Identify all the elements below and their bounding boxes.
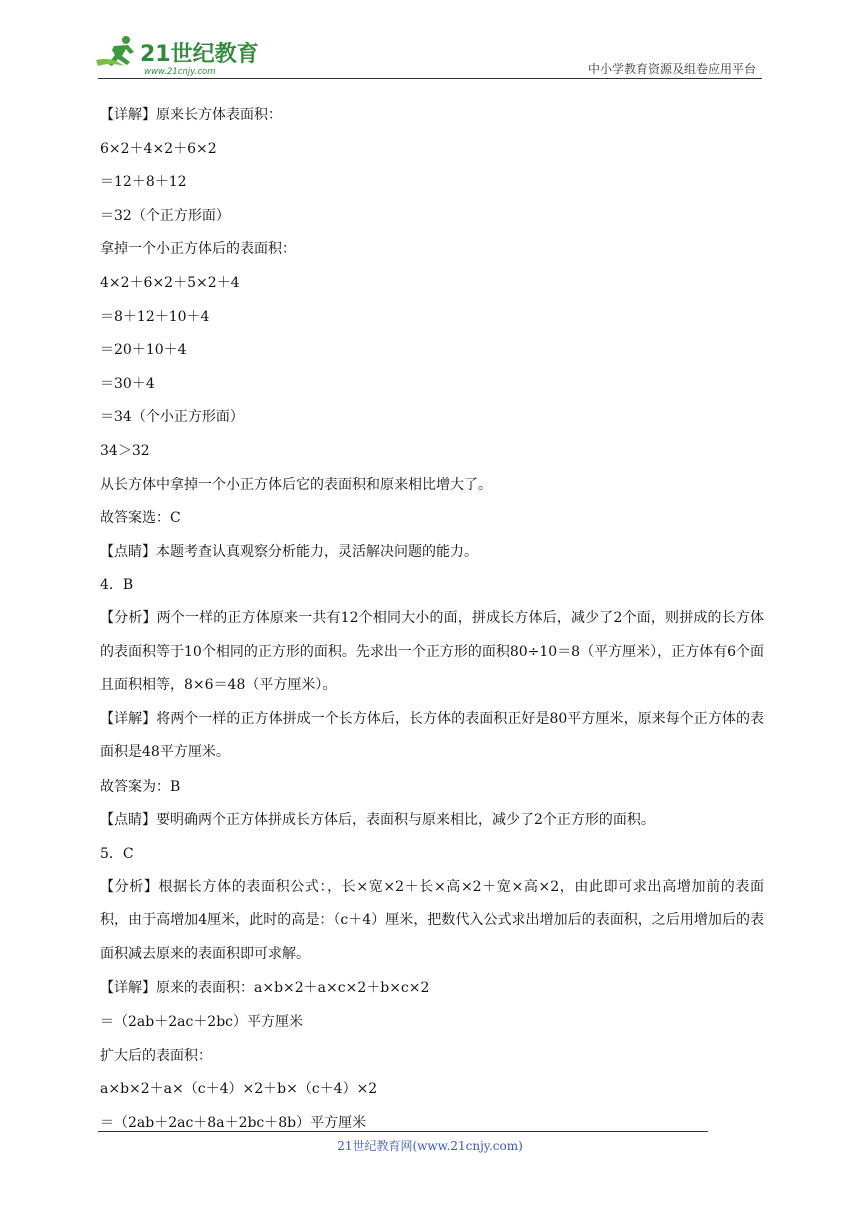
text-line: ＝（2ab＋2ac＋2bc）平方厘米 [100, 1014, 304, 1031]
text-line: ＝12＋8＋12 [100, 174, 187, 191]
text-line: 6×2＋4×2＋6×2 [100, 140, 217, 157]
text-line: 【详解】原来的表面积：a×b×2＋a×c×2＋b×c×2 [100, 980, 430, 997]
text-line: 故答案选：C [100, 510, 181, 527]
footer-divider [98, 1131, 708, 1132]
q5-analysis: 【分析】根据长方体的表面积公式：，长×宽×2＋长×高×2＋宽×高×2，由此即可求出高增加前的表面积，由于高增加4厘米，此时的高是：（c＋4）厘米，把数代入公式求出增加后的表面积，之后用增加后的表面积减去原来的表面积即可求解。 [100, 878, 764, 963]
site-logo [92, 30, 262, 80]
document-body [100, 104, 764, 1145]
text-line: 拿掉一个小正方体后的表面积： [100, 241, 296, 258]
text-line: 扩大后的表面积： [100, 1047, 212, 1064]
text-line: ＝（2ab＋2ac＋8a＋2bc＋8b）平方厘米 [100, 1114, 367, 1131]
text-line: ＝32（个正方形面） [100, 207, 230, 224]
page-header [0, 0, 860, 90]
text-line: 【详解】原来长方体表面积： [100, 107, 282, 123]
q4-answer: 故答案为：B [100, 778, 181, 795]
text-line: 【点睛】本题考查认真观察分析能力，灵活解决问题的能力。 [100, 543, 478, 560]
text-line: a×b×2＋a×（c＋4）×2＋b×（c＋4）×2 [100, 1081, 378, 1098]
logo-text: 21世纪教育 [140, 42, 259, 67]
page-footer: 21世纪教育网(www.21cnjy.com) [337, 1139, 523, 1153]
q4-comment: 【点睛】要明确两个正方体拼成长方体后，表面积与原来相比，减少了2个正方形的面积。 [100, 812, 655, 829]
text-line: 4×2＋6×2＋5×2＋4 [100, 274, 240, 291]
text-line: ＝30＋4 [100, 375, 155, 392]
runner-icon [96, 36, 134, 66]
question-number: 4．B [100, 577, 134, 594]
question-number: 5．C [100, 846, 134, 863]
text-line: 34＞32 [100, 442, 150, 459]
header-tagline: 中小学教育资源及组卷应用平台 [587, 62, 756, 76]
q4-analysis: 【分析】两个一样的正方体原来一共有12个相同大小的面，拼成长方体后，减少了2个面，则拼成的长方体的表面积等于10个相同的正方形的面积。先求出一个正方形的面积80÷10＝8（平方厘米），正方体有6个面且面积相等，8×6＝48（平方厘米）。 [100, 610, 764, 694]
q4-detail: 【详解】将两个一样的正方体拼成一个长方体后，长方体的表面积正好是80平方厘米，原来每个正方体的表面积是48平方厘米。 [100, 710, 764, 761]
text-line: ＝20＋10＋4 [100, 342, 187, 359]
header-divider [98, 78, 762, 79]
text-line: 从长方体中拿掉一个小正方体后它的表面积和原来相比增大了。 [100, 476, 492, 493]
text-line: ＝34（个小正方形面） [100, 409, 244, 426]
text-line: ＝8＋12＋10＋4 [100, 308, 210, 325]
logo-url: www.21cnjy.com [144, 67, 216, 77]
